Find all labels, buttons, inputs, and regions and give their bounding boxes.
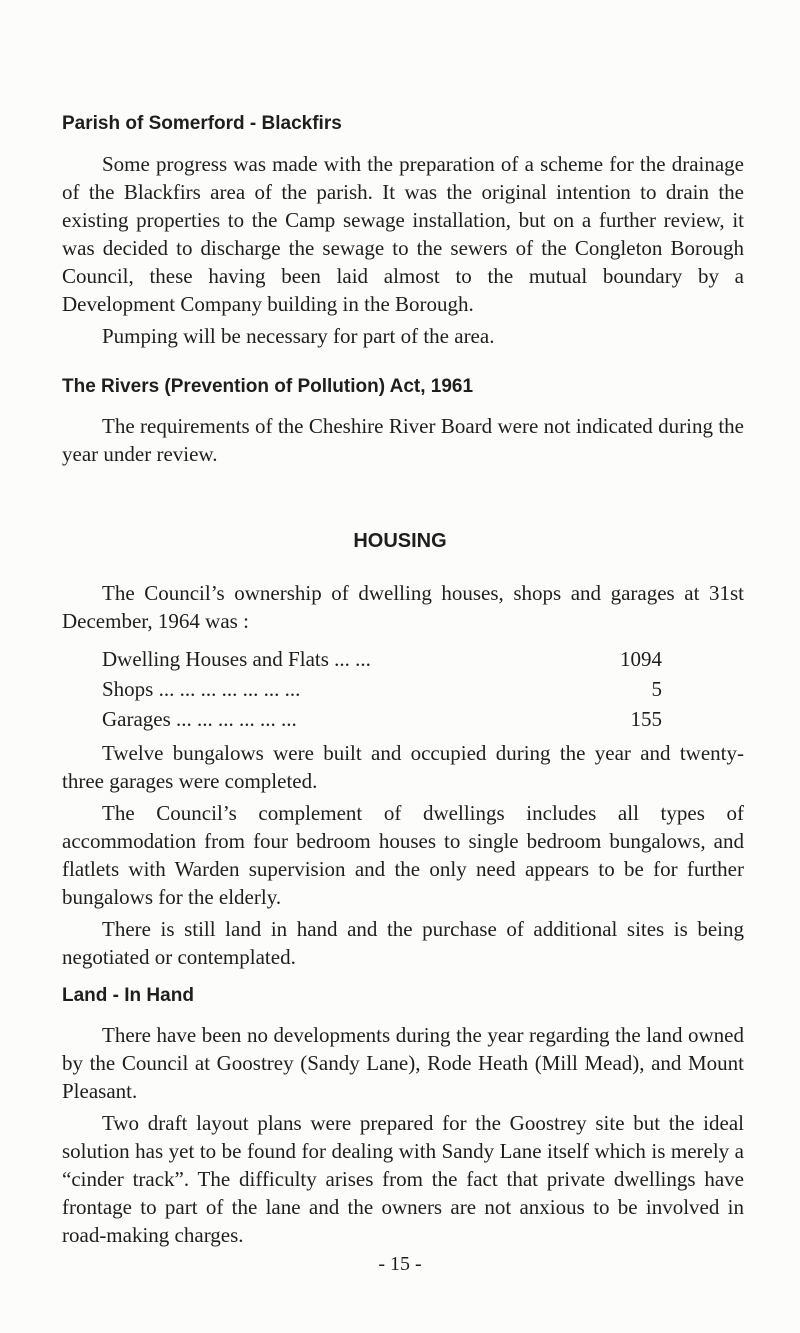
- holdings-row: [102, 674, 662, 704]
- holdings-label: Shops ... ... ... ... ... ... ...: [102, 677, 301, 701]
- land-paragraph-1: There have been no developments during the year regarding the land owned by the Council at Goostrey (Sandy Lane), Rode Heath (Mill Mead), and Mount Pleasant.: [62, 1023, 744, 1103]
- holdings-table: [102, 644, 662, 734]
- holdings-label: Dwelling Houses and Flats ... ...: [102, 647, 371, 671]
- page-number: - 15 -: [378, 1253, 422, 1275]
- somerford-paragraph-2: Pumping will be necessary for part of the area.: [102, 324, 495, 348]
- housing-heading: HOUSING: [353, 530, 447, 552]
- land-heading: Land - In Hand: [62, 985, 194, 1006]
- holdings-value: 1094: [620, 647, 662, 671]
- housing-body: [62, 739, 744, 971]
- rivers-paragraph-1: The requirements of the Cheshire River Board were not indicated during the year under review.: [62, 414, 744, 466]
- housing-paragraph-2: The Council’s complement of dwellings includes all types of accommodation from four bedroom houses to single bedroom bungalows, and flatlets with Warden supervision and the only need appears to be for further bungalows for the elderly.: [62, 801, 744, 909]
- housing-paragraph-1: Twelve bungalows were built and occupied during the year and twenty-three garages were completed.: [62, 741, 744, 793]
- holdings-value: 5: [651, 677, 662, 701]
- rivers-heading: The Rivers (Prevention of Pollution) Act, 1961: [62, 376, 474, 397]
- somerford-body: [62, 150, 744, 350]
- housing-intro-block: [62, 579, 744, 635]
- housing-paragraph-3: There is still land in hand and the purchase of additional sites is being negotiated or contemplated.: [62, 917, 744, 969]
- somerford-paragraph-1: Some progress was made with the preparation of a scheme for the drainage of the Blackfirs area of the parish. It was the original intention to drain the existing properties to the Camp sewage installation, but on a further review, it was decided to discharge the sewage to the sewers of the Congleton Borough Council, these having been laid almost to the mutual boundary by a Development Company building in the Borough.: [62, 152, 744, 316]
- holdings-row: [102, 704, 662, 734]
- land-body: [62, 1021, 744, 1249]
- holdings-row: [102, 644, 662, 674]
- holdings-value: 155: [630, 707, 662, 731]
- holdings-label: Garages ... ... ... ... ... ...: [102, 707, 297, 731]
- land-paragraph-2: Two draft layout plans were prepared for the Goostrey site but the ideal solution has yet to be found for dealing with Sandy Lane itself which is merely a “cinder track”. The difficulty arises from the fact that private dwellings have frontage to part of the lane and the owners are not anxious to be involved in road-making charges.: [62, 1111, 744, 1247]
- rivers-body: [62, 412, 744, 468]
- somerford-heading: Parish of Somerford - Blackfirs: [62, 113, 342, 134]
- housing-intro: The Council’s ownership of dwelling houses, shops and garages at 31st December, 1964 was :: [62, 581, 744, 633]
